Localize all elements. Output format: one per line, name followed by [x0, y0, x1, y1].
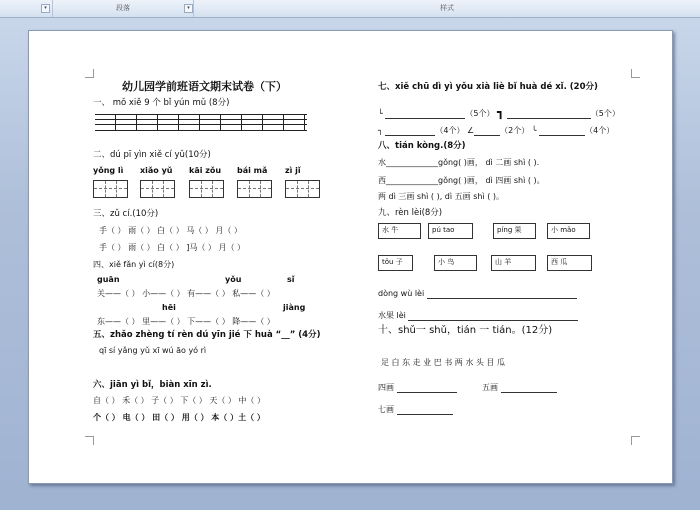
q9-word-box[interactable]: 小 mǎo [547, 223, 590, 239]
tianzi-grid[interactable] [140, 180, 175, 198]
q2-pinyin-4: bái mǎ [237, 166, 268, 175]
q2-pinyin-5: zì jǐ [285, 166, 301, 175]
q9-word-box[interactable]: tǒu 子 [378, 255, 413, 271]
margin-corner-mark [85, 69, 94, 78]
q8-row-2: 西_____________gǒng( )画， dì 四画 shì ( )。 [378, 176, 545, 185]
q6-row-2: 个（ ） 电（ ） 田（ ） 用（ ） 本（ ）土（ ） [93, 413, 265, 422]
tianzi-grid[interactable] [93, 180, 128, 198]
ribbon-toolbar [0, 0, 700, 18]
q7-row-1: └ （5个） ┓ （5个） [378, 105, 620, 119]
q2-pinyin-3: kāi zǒu [189, 166, 222, 175]
q2-pinyin-1: yǒng lì [93, 166, 124, 175]
paragraph-dialog-launcher-icon[interactable]: ▾ [184, 4, 193, 13]
exam-title: 幼儿园学前班语文期末试卷（下） [122, 80, 287, 93]
q9-animal-line: dòng wù lèi [378, 289, 577, 299]
tianzi-grid[interactable] [237, 180, 272, 198]
q8-row-1: 水_____________gǒng( )画， dì 二画 shì ( ). [378, 158, 540, 167]
q1-writing-lines [95, 114, 307, 131]
q5-options: qī sí yǎng yǔ xī wú āo yó rì [99, 346, 207, 355]
q10-seven-strokes: 七画 [378, 405, 453, 415]
q3-row-1: 手（ ） 雨（ ） 白（ ） 马（ ） 月（ ） [99, 226, 242, 235]
margin-corner-mark [631, 69, 640, 78]
q6-row-1: 自（ ） 禾（ ） 子（ ） 下（ ） 天（ ） 中（ ） [93, 396, 265, 405]
q3-heading: 三、zǔ cí.(10分) [93, 209, 159, 219]
document-page[interactable] [28, 30, 673, 484]
q4-pinyin-hei: hēi [162, 303, 176, 312]
font-dialog-launcher-icon[interactable]: ▾ [41, 4, 50, 13]
q9-word-box[interactable]: 西 瓜 [547, 255, 592, 271]
paragraph-label: 段落 [116, 4, 130, 12]
q9-heading: 九、rèn lèi(8分) [378, 208, 443, 218]
tianzi-grid[interactable] [189, 180, 224, 198]
q7-row-2: ┐ （4个） ∠ （2个） ╰ （4个） [378, 126, 615, 135]
q4-row-1: 关——（ ） 小——（ ） 有——（ ） 私——（ ） [97, 289, 275, 298]
q10-heading: 十、shǔ一 shǔ，tián 一 tián。(12分) [378, 325, 553, 336]
styles-label: 样式 [440, 4, 454, 12]
q9-word-box[interactable]: píng 果 [493, 223, 536, 239]
margin-corner-mark [85, 436, 94, 445]
q8-row-3: 两 dì 三画 shì ( ), dì 五画 shì ( )。 [378, 192, 504, 201]
q7-heading: 七、xiě chū dì yì yǒu xià liè bǐ huà dé xǐ. (20分) [378, 82, 598, 92]
ribbon-section-font [0, 0, 53, 17]
q3-row-2: 手（ ） 雨（ ） 白（ ） ]马（ ） 月（ ） [99, 243, 246, 252]
q4-heading: 四、xiě fǎn yì cí(8分) [93, 260, 175, 269]
ribbon-section-paragraph [53, 0, 194, 17]
q8-heading: 八、tián kòng.(8分) [378, 141, 466, 151]
q4-pinyin-si: sǐ [287, 275, 295, 284]
q4-row-2: 东——（ ） 里——（ ） 下——（ ） 降——（ ） [97, 317, 275, 326]
q10-five-strokes: 五画 [482, 383, 557, 393]
q4-pinyin-jiang: jiàng [283, 303, 306, 312]
q5-heading: 五、zhǎo zhèng tí rèn dú yīn jié 下 huà “__” (4分) [93, 330, 321, 340]
q6-heading: 六、jiān yì bǐ，biàn xīn zì. [93, 380, 212, 390]
q4-pinyin-guan: guān [97, 275, 120, 284]
q9-word-box[interactable]: 小 鸟 [434, 255, 477, 271]
q4-pinyin-you: yǒu [225, 275, 242, 284]
q10-characters: 足 白 东 走 业 巴 书 两 水 头 目 瓜 [381, 358, 505, 367]
ribbon-section-styles [194, 0, 700, 17]
q9-word-box[interactable]: 山 羊 [491, 255, 536, 271]
q2-heading: 二、dú pī yìn xiě cí yǔ(10分) [93, 150, 211, 160]
q1-heading: 一、 mǒ xiě 9 个 bǐ yún mǔ (8分) [93, 98, 230, 108]
q9-word-box[interactable]: 水 牛 [378, 223, 421, 239]
q9-fruit-line: 水果 lèi [378, 311, 578, 321]
tianzi-grid[interactable] [285, 180, 320, 198]
margin-corner-mark [631, 436, 640, 445]
q9-word-box[interactable]: pú tao [428, 223, 473, 239]
q2-pinyin-2: xiǎo yǔ [140, 166, 173, 175]
q10-four-strokes: 四画 [378, 383, 457, 393]
